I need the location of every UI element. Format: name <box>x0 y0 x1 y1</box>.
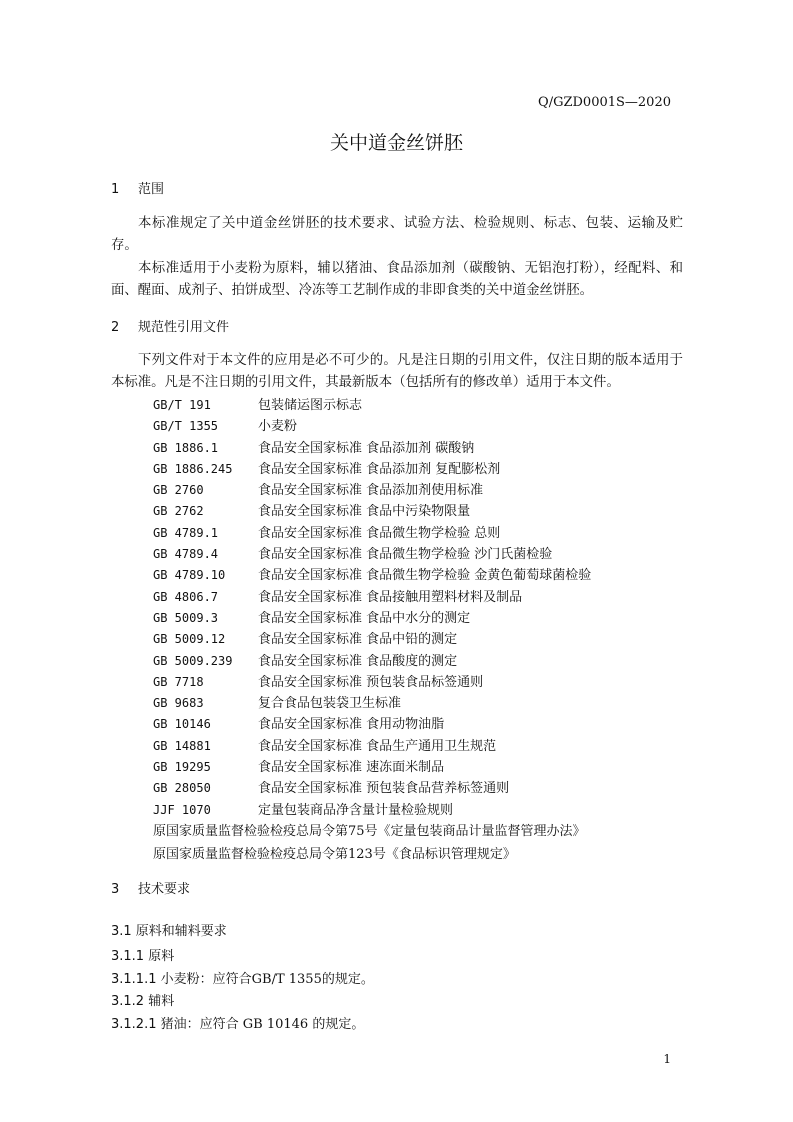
reference-row <box>153 651 591 672</box>
reference-code: GB 4789.10 <box>153 568 226 583</box>
reference-title: 定量包装商品净含量计量检验规则 <box>258 802 454 818</box>
reference-row <box>153 459 591 480</box>
reference-code: GB 1886.245 <box>153 461 233 476</box>
clause-number: 3.1.1.1 <box>111 972 157 987</box>
reference-code: GB 4789.4 <box>153 547 219 562</box>
reference-row <box>153 778 591 799</box>
subsection-3-1-1: 3.1.1 原料 <box>111 949 175 964</box>
subsection-3-1: 3.1 原料和辅料要求 <box>111 924 227 939</box>
page-number: 1 <box>663 1052 671 1066</box>
reference-row <box>153 800 591 821</box>
reference-row <box>153 395 591 416</box>
reference-title: 食品安全国家标准 食品接触用塑料材料及制品 <box>258 589 523 605</box>
clause-3-1-1-1 <box>111 968 374 987</box>
clause-number: 3.1.2.1 <box>111 1017 157 1032</box>
reference-code: GB 4789.1 <box>153 525 219 540</box>
decree-123: 原国家质量监督检验检疫总局令第123号《食品标识管理规定》 <box>153 847 516 862</box>
reference-title: 食品安全国家标准 预包装食品营养标签通则 <box>258 781 510 797</box>
reference-title: 食品安全国家标准 食品酸度的测定 <box>258 653 458 669</box>
reference-title: 食品安全国家标准 食品中污染物限量 <box>258 504 471 520</box>
reference-title: 复合食品包装袋卫生标准 <box>258 696 402 712</box>
section-2-number: 2 <box>111 320 120 335</box>
reference-row <box>153 693 591 714</box>
section-1-title: 范围 <box>138 182 165 197</box>
reference-list <box>153 395 591 821</box>
reference-code: GB 7718 <box>153 674 204 689</box>
reference-title: 食品安全国家标准 食品中水分的测定 <box>258 610 471 626</box>
subsection-3-1-2: 3.1.2 辅料 <box>111 994 175 1009</box>
reference-row <box>153 565 591 586</box>
reference-title: 小麦粉 <box>258 419 298 435</box>
reference-title: 食品安全国家标准 食品微生物学检验 沙门氏菌检验 <box>258 547 553 563</box>
standard-code: Q/GZD0001S—2020 <box>538 95 671 110</box>
section-2-title: 规范性引用文件 <box>138 320 230 335</box>
reference-row <box>153 480 591 501</box>
scope-paragraph-2: 本标准适用于小麦粉为原料，辅以猪油、食品添加剂（碳酸钠、无铝泡打粉），经配料、和面、醒面、成剂子、拍饼成型、冷冻等工艺制作成的非即食类的关中道金丝饼胚。 <box>111 261 683 298</box>
reference-title: 食品安全国家标准 速冻面米制品 <box>258 760 445 776</box>
section-3-heading <box>111 878 190 897</box>
section-1-number: 1 <box>111 182 120 197</box>
reference-row <box>153 501 591 522</box>
section-2-heading <box>111 316 229 335</box>
section-1-heading <box>111 178 164 197</box>
reference-row <box>153 587 591 608</box>
reference-title: 食品安全国家标准 预包装食品标签通则 <box>258 674 484 690</box>
reference-code: GB 2760 <box>153 483 204 498</box>
reference-row <box>153 523 591 544</box>
reference-title: 食品安全国家标准 食品添加剂 碳酸钠 <box>258 440 475 456</box>
scope-paragraph-1: 本标准规定了关中道金丝饼胚的技术要求、试验方法、检验规则、标志、包装、运输及贮存。 <box>111 216 683 253</box>
reference-row <box>153 672 591 693</box>
clause-name: 猪油 <box>160 1017 187 1032</box>
reference-code: JJF 1070 <box>153 802 211 817</box>
reference-row <box>153 416 591 437</box>
reference-code: GB 28050 <box>153 781 211 796</box>
reference-row <box>153 736 591 757</box>
reference-title: 食品安全国家标准 食品微生物学检验 金黄色葡萄球菌检验 <box>258 568 592 584</box>
decree-75: 原国家质量监督检验检疫总局令第75号《定量包装商品计量监督管理办法》 <box>153 824 586 839</box>
reference-code: GB/T 191 <box>153 398 211 412</box>
clause-text: ：应符合GB/T 1355的规定。 <box>199 972 374 987</box>
reference-code: GB 5009.239 <box>153 653 233 668</box>
reference-code: GB 5009.12 <box>153 632 226 647</box>
reference-code: GB 1886.1 <box>153 440 219 455</box>
references-intro: 下列文件对于本文件的应用是必不可少的。凡是注日期的引用文件，仅注日期的版本适用于本标准。凡是不注日期的引用文件，其最新版本（包括所有的修改单）适用于本文件。 <box>111 353 683 390</box>
reference-row <box>153 757 591 778</box>
reference-title: 食品安全国家标准 食品生产通用卫生规范 <box>258 738 497 754</box>
reference-row <box>153 608 591 629</box>
reference-row <box>153 714 591 735</box>
document-title: 关中道金丝饼胚 <box>329 132 463 154</box>
reference-code: GB 10146 <box>153 717 211 732</box>
reference-title: 食品安全国家标准 食品微生物学检验 总则 <box>258 525 501 541</box>
reference-code: GB 14881 <box>153 738 211 753</box>
reference-code: GB 19295 <box>153 760 211 775</box>
reference-title: 食品安全国家标准 食品添加剂 复配膨松剂 <box>258 461 501 477</box>
reference-code: GB 2762 <box>153 504 204 519</box>
clause-3-1-2-1 <box>111 1013 364 1032</box>
reference-code: GB 9683 <box>153 696 204 711</box>
clause-text: ：应符合 GB 10146 的规定。 <box>186 1017 365 1032</box>
reference-title: 包装储运图示标志 <box>258 398 363 413</box>
section-3-number: 3 <box>111 882 120 897</box>
clause-name: 小麦粉 <box>160 972 200 987</box>
reference-title: 食品安全国家标准 食用动物油脂 <box>258 717 445 733</box>
reference-row <box>153 438 591 459</box>
reference-code: GB/T 1355 <box>153 419 219 434</box>
reference-title: 食品安全国家标准 食品添加剂使用标准 <box>258 483 484 499</box>
reference-row <box>153 629 591 650</box>
reference-row <box>153 544 591 565</box>
section-3-title: 技术要求 <box>138 882 191 897</box>
reference-code: GB 5009.3 <box>153 610 219 625</box>
reference-code: GB 4806.7 <box>153 589 219 604</box>
reference-title: 食品安全国家标准 食品中铅的测定 <box>258 632 458 648</box>
